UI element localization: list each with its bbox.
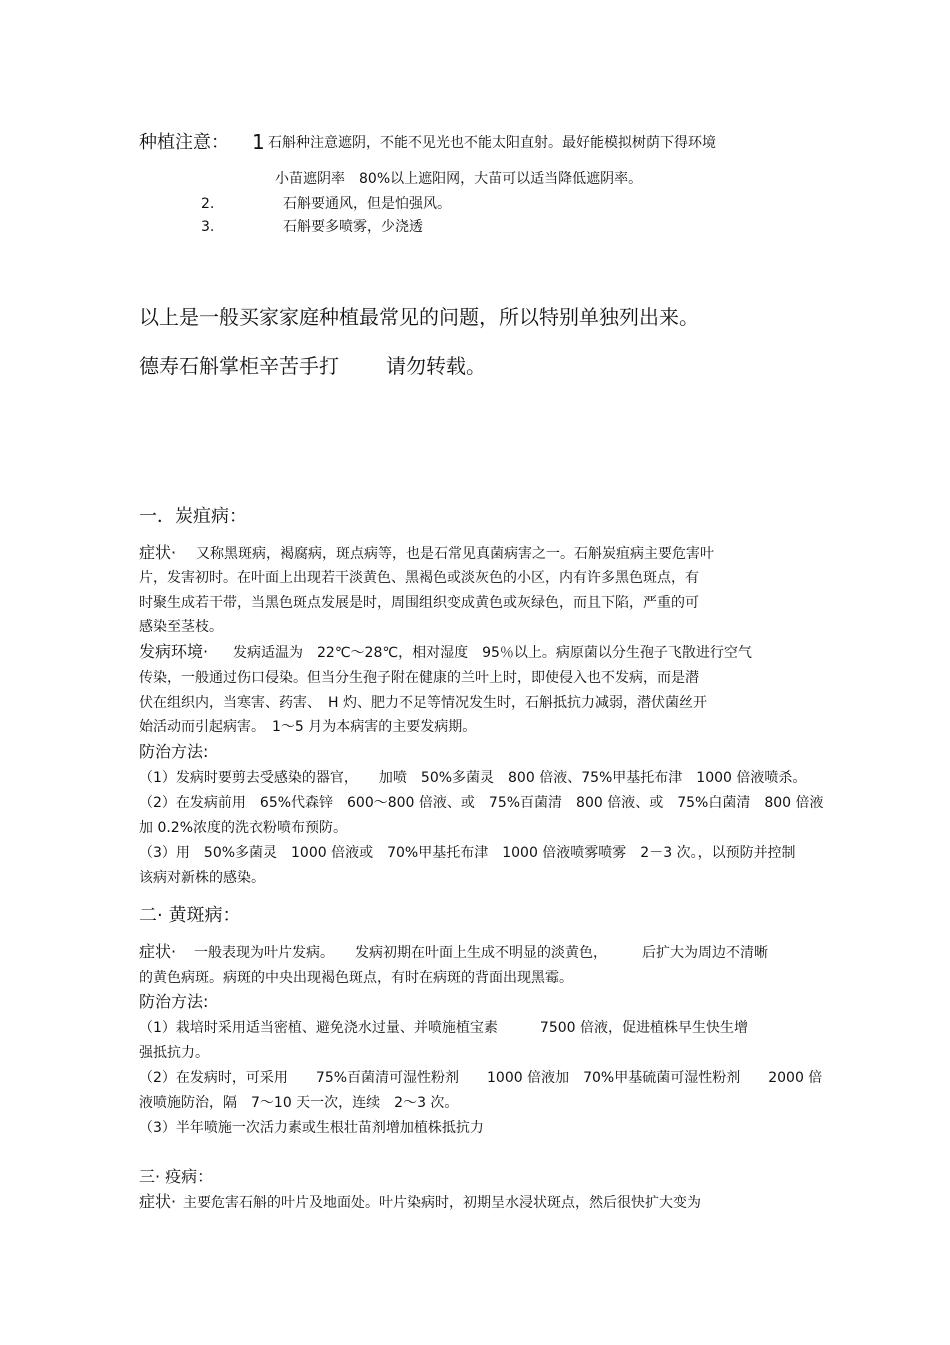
notes-heading: 种植注意： bbox=[139, 132, 229, 153]
section2-method-line: （1）栽培时采用适当密植、避免浇水过量、并喷施植宝素 7500 倍液，促进植株早生快生增 bbox=[139, 1020, 748, 1036]
section1-method-line: 该病对新株的感染。 bbox=[139, 870, 265, 886]
section1-symptom-line: 时聚生成若干带，当黑色斑点发展是时，周围组织变成黄色或灰绿色，而且下陷，严重的可 bbox=[139, 595, 699, 611]
section1-env-line: 始活动而引起病害。 1～5 月为本病害的主要发病期。 bbox=[139, 719, 477, 735]
section2-method-line: 强抵抗力。 bbox=[139, 1045, 209, 1061]
section1-method-line: （3）用 50%多菌灵 1000 倍液或 70%甲基托布津 1000 倍液喷雾喷雾 2－3 次。，以预防并控制 bbox=[139, 845, 796, 861]
section3-symptom-line: 主要危害石斛的叶片及地面处。叶片染病时，初期呈水浸状斑点，然后很快扩大变为 bbox=[183, 1195, 701, 1211]
note-number-3: 3. bbox=[201, 219, 215, 235]
note-number-2: 2. bbox=[201, 196, 215, 212]
section2-title: 二· 黄斑病： bbox=[139, 905, 241, 926]
signature-author: 德寿石斛掌柜辛苦手打 bbox=[139, 354, 339, 378]
statement-text: 以上是一般买家家庭种植最常见的问题，所以特别单独列出来。 bbox=[139, 305, 699, 329]
section2-symptom-line: 一般表现为叶片发病。 发病初期在叶面上生成不明显的淡黄色， 后扩大为周边不清晰 bbox=[194, 945, 768, 961]
section1-env-line: 伏在组织内，当寒害、药害、 H 灼、肥力不足等情况发生时，石斛抵抗力减弱，潜伏菌丝开 bbox=[139, 695, 707, 711]
section1-title: 一．炭疽病： bbox=[139, 506, 247, 527]
note-item-1-continued: 小苗遮阴率 80%以上遮阳网，大苗可以适当降低遮阴率。 bbox=[275, 171, 643, 187]
section1-symptom-line: 又称黑斑病，褐腐病，斑点病等，也是石常见真菌病害之一。石斛炭疽病主要危害叶 bbox=[196, 546, 714, 562]
section2-method-line: （3）半年喷施一次活力素或生根壮苗剂增加植株抵抗力 bbox=[139, 1120, 484, 1136]
section3-symptom-label: 症状· bbox=[139, 1192, 177, 1211]
section1-method-line: （2）在发病前用 65%代森锌 600～800 倍液、或 75%百菌清 800 倍液、或 75%白菌清 800 倍液 bbox=[139, 795, 824, 811]
section1-symptom-label: 症状· bbox=[139, 543, 177, 562]
section1-method-line: （1）发病时要剪去受感染的器官， 加喷 50%多菌灵 800 倍液、75%甲基托布津 1000 倍液喷杀。 bbox=[139, 770, 807, 786]
section2-symptom-label: 症状· bbox=[139, 942, 177, 961]
note-number-1: 1 bbox=[252, 130, 265, 154]
section3-title: 三· 疫病： bbox=[139, 1167, 214, 1186]
section1-env-line: 发病适温为 22℃～28℃，相对湿度 95％以上。病原菌以分生孢子飞散进行空气 bbox=[233, 645, 752, 661]
note-item-1: 石斛种注意遮阴，不能不见光也不能太阳直射。最好能模拟树荫下得环境 bbox=[268, 135, 716, 151]
section1-methods-label: 防治方法: bbox=[139, 742, 209, 761]
signature-notice: 请勿转载。 bbox=[386, 354, 486, 378]
section1-symptom-line: 感染至茎枝。 bbox=[139, 619, 223, 635]
section1-method-line: 加 0.2%浓度的洗衣粉喷布预防。 bbox=[139, 820, 348, 836]
note-item-2: 石斛要通风，但是怕强风。 bbox=[283, 196, 451, 212]
section1-env-line: 传染，一般通过伤口侵染。但当分生孢子附在健康的兰叶上时，即使侵入也不发病，而是潜 bbox=[139, 670, 699, 686]
section2-symptom-line: 的黄色病斑。病斑的中央出现褐色斑点，有时在病斑的背面出现黑霉。 bbox=[139, 970, 573, 986]
section2-method-line: 液喷施防治，隔 7～10 天一次，连续 2～3 次。 bbox=[139, 1095, 459, 1111]
note-item-3: 石斛要多喷雾，少浇透 bbox=[283, 219, 423, 235]
section1-env-label: 发病环境· bbox=[139, 642, 209, 661]
section1-symptom-line: 片，发害初时。在叶面上出现若干淡黄色、黑褐色或淡灰色的小区，内有许多黑色斑点，有 bbox=[139, 570, 699, 586]
section2-method-line: （2）在发病时，可采用 75%百菌清可湿性粉剂 1000 倍液加 70%甲基硫菌可湿性粉剂 2000 倍 bbox=[139, 1070, 823, 1086]
section2-methods-label: 防治方法: bbox=[139, 992, 209, 1011]
